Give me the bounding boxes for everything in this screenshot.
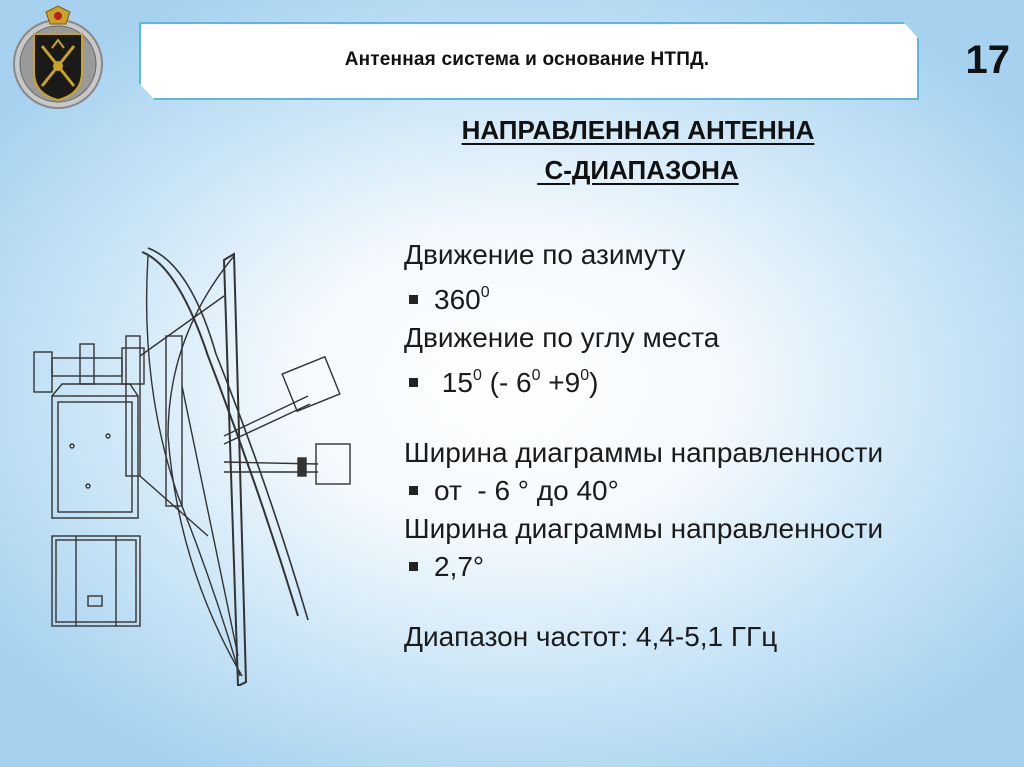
beamwidth-value-1: от - 6 ° до 40° xyxy=(404,472,1014,510)
specs-list xyxy=(404,236,1014,656)
beamwidth-label-2: Ширина диаграммы направленности xyxy=(404,513,884,544)
elevation-label: Движение по углу места xyxy=(404,322,720,353)
bullet-icon xyxy=(409,486,418,495)
beamwidth-label-1: Ширина диаграммы направленности xyxy=(404,437,884,468)
beamwidth-value-2: 2,7° xyxy=(404,548,1014,586)
bullet-icon xyxy=(409,378,418,387)
antenna-drawing xyxy=(28,236,364,686)
elevation-value: $15^0$ (- $6^0 +9^0$) xyxy=(404,357,1014,402)
section-heading xyxy=(404,110,872,190)
bullet-icon xyxy=(409,562,418,571)
page-number: 17 xyxy=(965,38,1010,82)
heading-line-2: С-ДИАПАЗОНА xyxy=(537,155,739,185)
bullet-icon xyxy=(409,295,418,304)
azimuth-value: $360^0$ xyxy=(404,274,1014,319)
frequency-range: Диапазон частот: 4,4-5,1 ГГц xyxy=(404,621,778,652)
azimuth-label: Движение по азимуту xyxy=(404,239,686,270)
heading-line-1: НАПРАВЛЕННАЯ АНТЕННА xyxy=(461,115,815,145)
military-emblem-icon xyxy=(8,2,108,112)
slide-title: Антенная система и основание НТПД. xyxy=(344,49,710,70)
